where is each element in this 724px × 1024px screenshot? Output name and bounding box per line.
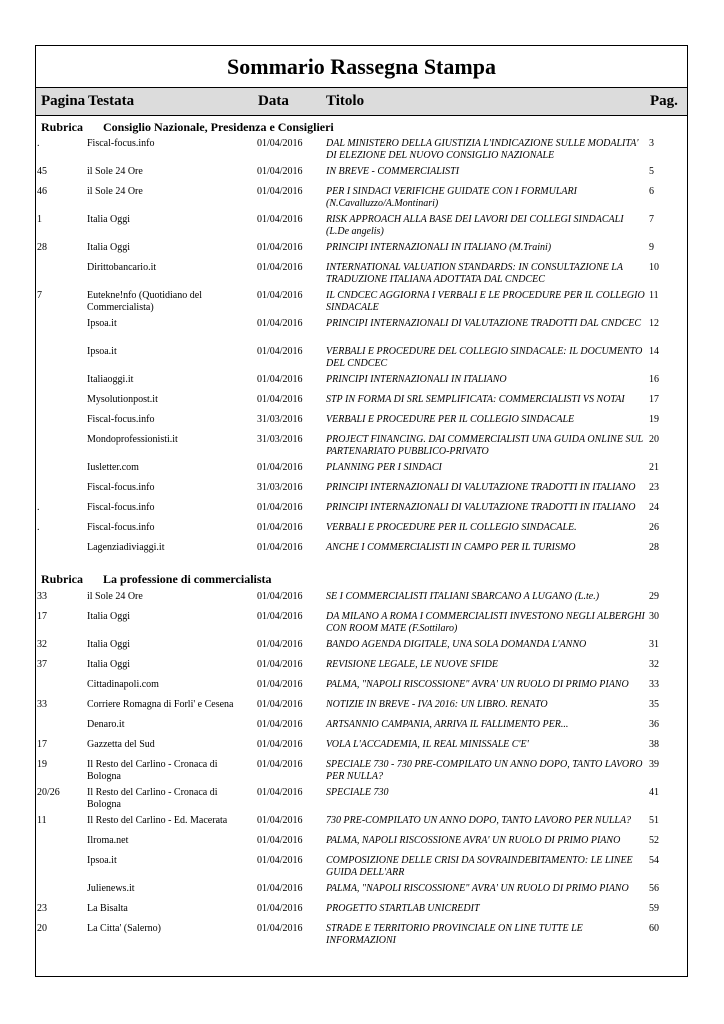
- cell-pag: 14: [649, 346, 659, 357]
- header-pagina: Pagina: [41, 93, 86, 109]
- cell-testata: Lagenziadiviaggi.it: [87, 542, 165, 553]
- cell-titolo: DA MILANO A ROMA I COMMERCIALISTI INVESTONO NEGLI ALBERGHI CON ROOM MATE (F.Sottilaro): [326, 611, 645, 634]
- cell-titolo: PALMA, "NAPOLI RISCOSSIONE" AVRA' UN RUOLO DI PRIMO PIANO: [326, 883, 629, 894]
- cell-data: 31/03/2016: [257, 414, 303, 425]
- cell-pag: 52: [649, 835, 659, 846]
- cell-data: 01/04/2016: [257, 659, 303, 670]
- cell-pag: 10: [649, 262, 659, 273]
- cell-testata: Italia Oggi: [87, 214, 131, 225]
- table-header: [36, 88, 687, 116]
- cell-pag: 19: [649, 414, 659, 425]
- cell-titolo: ANCHE I COMMERCIALISTI IN CAMPO PER IL TURISMO: [326, 542, 576, 553]
- cell-titolo: SE I COMMERCIALISTI ITALIANI SBARCANO A LUGANO (L.te.): [326, 591, 600, 602]
- cell-titolo: VERBALI E PROCEDURE DEL COLLEGIO SINDACALE: IL DOCUMENTO DEL CNDCEC: [326, 346, 643, 369]
- cell-pag: 5: [649, 166, 654, 177]
- cell-data: 01/04/2016: [257, 719, 303, 730]
- rubrica-label: Rubrica: [41, 120, 83, 134]
- cell-titolo: ARTSANNIO CAMPANIA, ARRIVA IL FALLIMENTO PER...: [326, 719, 569, 730]
- cell-titolo: VERBALI E PROCEDURE PER IL COLLEGIO SINDACALE: [326, 414, 575, 425]
- cell-pagina: .: [37, 522, 40, 533]
- cell-titolo: STP IN FORMA DI SRL SEMPLIFICATA: COMMERCIALISTI VS NOTAI: [326, 394, 625, 405]
- cell-titolo: RISK APPROACH ALLA BASE DEI LAVORI DEI COLLEGI SINDACALI (L.De angelis): [326, 214, 624, 237]
- cell-pagina: 37: [37, 659, 47, 670]
- cell-titolo: COMPOSIZIONE DELLE CRISI DA SOVRAINDEBITAMENTO: LE LINEE GUIDA DELL'ARR: [326, 855, 633, 878]
- cell-data: 01/04/2016: [257, 346, 303, 357]
- cell-data: 01/04/2016: [257, 787, 303, 798]
- cell-testata: Fiscal-focus.info: [87, 482, 155, 493]
- cell-testata: Eutekne!nfo (Quotidiano del Commercialista): [87, 290, 202, 313]
- cell-titolo: STRADE E TERRITORIO PROVINCIALE ON LINE TUTTE LE INFORMAZIONI: [326, 923, 583, 946]
- cell-pag: 26: [649, 522, 659, 533]
- cell-data: 01/04/2016: [257, 699, 303, 710]
- cell-pagina: 7: [37, 290, 42, 301]
- cell-testata: Fiscal-focus.info: [87, 138, 155, 149]
- cell-data: 01/04/2016: [257, 759, 303, 770]
- header-testata: Testata: [88, 93, 135, 109]
- cell-titolo: SPECIALE 730 - 730 PRE-COMPILATO UN ANNO DOPO, TANTO LAVORO PER NULLA?: [326, 759, 643, 782]
- cell-titolo: VERBALI E PROCEDURE PER IL COLLEGIO SINDACALE.: [326, 522, 577, 533]
- cell-testata: Iusletter.com: [87, 462, 139, 473]
- cell-pagina: 23: [37, 903, 47, 914]
- cell-data: 01/04/2016: [257, 186, 303, 197]
- cell-pag: 33: [649, 679, 659, 690]
- cell-testata: Fiscal-focus.info: [87, 502, 155, 513]
- cell-titolo: PROGETTO STARTLAB UNICREDIT: [326, 903, 480, 914]
- cell-testata: il Sole 24 Ore: [87, 591, 143, 602]
- cell-pagina: 20: [37, 923, 47, 934]
- cell-data: 01/04/2016: [257, 522, 303, 533]
- cell-testata: La Citta' (Salerno): [87, 923, 161, 934]
- cell-pag: 28: [649, 542, 659, 553]
- cell-pagina: .: [37, 502, 40, 513]
- cell-testata: Italia Oggi: [87, 659, 131, 670]
- cell-data: 01/04/2016: [257, 290, 303, 301]
- cell-titolo: NOTIZIE IN BREVE - IVA 2016: UN LIBRO. RENATO: [326, 699, 548, 710]
- cell-data: 01/04/2016: [257, 591, 303, 602]
- cell-titolo: PALMA, NAPOLI RISCOSSIONE AVRA' UN RUOLO DI PRIMO PIANO: [326, 835, 621, 846]
- cell-data: 01/04/2016: [257, 903, 303, 914]
- cell-titolo: VOLA L'ACCADEMIA, IL REAL MINISSALE C'E': [326, 739, 529, 750]
- cell-pag: 51: [649, 815, 659, 826]
- cell-testata: Fiscal-focus.info: [87, 522, 155, 533]
- cell-pag: 35: [649, 699, 659, 710]
- cell-pag: 12: [649, 318, 659, 329]
- cell-titolo: PRINCIPI INTERNAZIONALI IN ITALIANO: [326, 374, 507, 385]
- rubrica-name: Consiglio Nazionale, Presidenza e Consiglieri: [103, 120, 334, 134]
- cell-titolo: PLANNING PER I SINDACI: [326, 462, 442, 473]
- cell-titolo: INTERNATIONAL VALUATION STANDARDS: IN CONSULTAZIONE LA TRADUZIONE ITALIANA ADOTTATA DAL CNDCEC: [326, 262, 623, 285]
- cell-testata: Gazzetta del Sud: [87, 739, 155, 750]
- cell-pagina: 11: [37, 815, 47, 826]
- cell-pagina: 45: [37, 166, 47, 177]
- cell-pagina: 33: [37, 699, 47, 710]
- cell-pagina: 32: [37, 639, 47, 650]
- cell-pagina: 19: [37, 759, 47, 770]
- cell-testata: Il Resto del Carlino - Cronaca di Bologna: [87, 759, 218, 782]
- cell-titolo: PRINCIPI INTERNAZIONALI DI VALUTAZIONE TRADOTTI IN ITALIANO: [326, 502, 636, 513]
- cell-testata: Ipsoa.it: [87, 855, 117, 866]
- cell-testata: il Sole 24 Ore: [87, 186, 143, 197]
- cell-pagina: 1: [37, 214, 42, 225]
- rubrica-name: La professione di commercialista: [103, 572, 272, 586]
- cell-pag: 3: [649, 138, 654, 149]
- cell-pag: 30: [649, 611, 659, 622]
- cell-data: 01/04/2016: [257, 318, 303, 329]
- cell-titolo: REVISIONE LEGALE, LE NUOVE SFIDE: [326, 659, 498, 670]
- cell-titolo: IL CNDCEC AGGIORNA I VERBALI E LE PROCEDURE PER IL COLLEGIO SINDACALE: [326, 290, 645, 313]
- cell-testata: Ilroma.net: [87, 835, 129, 846]
- header-titolo: Titolo: [326, 93, 365, 109]
- cell-data: 01/04/2016: [257, 166, 303, 177]
- cell-data: 01/04/2016: [257, 394, 303, 405]
- cell-testata: Italiaoggi.it: [87, 374, 134, 385]
- cell-testata: Italia Oggi: [87, 639, 131, 650]
- cell-titolo: PER I SINDACI VERIFICHE GUIDATE CON I FORMULARI (N.Cavalluzzo/A.Montinari): [326, 186, 577, 209]
- cell-testata: il Sole 24 Ore: [87, 166, 143, 177]
- cell-pag: 54: [649, 855, 659, 866]
- cell-pag: 60: [649, 923, 659, 934]
- cell-data: 01/04/2016: [257, 923, 303, 934]
- cell-pag: 16: [649, 374, 659, 385]
- cell-pag: 7: [649, 214, 654, 225]
- cell-pagina: 46: [37, 186, 47, 197]
- cell-pag: 31: [649, 639, 659, 650]
- cell-pag: 20: [649, 434, 659, 445]
- cell-titolo: PROJECT FINANCING. DAI COMMERCIALISTI UNA GUIDA ONLINE SUL PARTENARIATO PUBBLICO-PRIVATO: [326, 434, 644, 457]
- cell-pag: 56: [649, 883, 659, 894]
- cell-data: 01/04/2016: [257, 639, 303, 650]
- cell-titolo: PALMA, "NAPOLI RISCOSSIONE" AVRA' UN RUOLO DI PRIMO PIANO: [326, 679, 629, 690]
- cell-pag: 17: [649, 394, 659, 405]
- cell-testata: Mondoprofessionisti.it: [87, 434, 178, 445]
- header-pag: Pag.: [650, 93, 678, 109]
- cell-pagina: 17: [37, 739, 47, 750]
- cell-pag: 36: [649, 719, 659, 730]
- cell-pag: 29: [649, 591, 659, 602]
- header-data: Data: [258, 93, 289, 109]
- cell-pag: 21: [649, 462, 659, 473]
- cell-titolo: 730 PRE-COMPILATO UN ANNO DOPO, TANTO LAVORO PER NULLA?: [326, 815, 632, 826]
- cell-data: 01/04/2016: [257, 502, 303, 513]
- cell-pag: 11: [649, 290, 659, 301]
- cell-testata: Il Resto del Carlino - Cronaca di Bologna: [87, 787, 218, 810]
- cell-data: 31/03/2016: [257, 434, 303, 445]
- cell-data: 01/04/2016: [257, 883, 303, 894]
- cell-testata: Italia Oggi: [87, 611, 131, 622]
- cell-testata: Denaro.it: [87, 719, 125, 730]
- cell-pagina: 28: [37, 242, 47, 253]
- page-title: Sommario Rassegna Stampa: [36, 46, 687, 88]
- cell-titolo: PRINCIPI INTERNAZIONALI DI VALUTAZIONE TRADOTTI IN ITALIANO: [326, 482, 636, 493]
- cell-titolo: IN BREVE - COMMERCIALISTI: [326, 166, 460, 177]
- cell-data: 01/04/2016: [257, 262, 303, 273]
- cell-titolo: BANDO AGENDA DIGITALE, UNA SOLA DOMANDA L'ANNO: [326, 639, 587, 650]
- cell-data: 01/04/2016: [257, 815, 303, 826]
- cell-data: 01/04/2016: [257, 855, 303, 866]
- cell-pag: 41: [649, 787, 659, 798]
- cell-titolo: PRINCIPI INTERNAZIONALI IN ITALIANO (M.Traini): [326, 242, 552, 253]
- cell-pag: 9: [649, 242, 654, 253]
- cell-data: 01/04/2016: [257, 214, 303, 225]
- cell-pag: 59: [649, 903, 659, 914]
- cell-testata: Fiscal-focus.info: [87, 414, 155, 425]
- cell-data: 31/03/2016: [257, 482, 303, 493]
- cell-data: 01/04/2016: [257, 462, 303, 473]
- cell-titolo: PRINCIPI INTERNAZIONALI DI VALUTAZIONE TRADOTTI DAL CNDCEC: [326, 318, 642, 329]
- cell-data: 01/04/2016: [257, 138, 303, 149]
- cell-pagina: 33: [37, 591, 47, 602]
- cell-testata: Cittadinapoli.com: [87, 679, 159, 690]
- cell-testata: Ipsoa.it: [87, 346, 117, 357]
- cell-pag: 24: [649, 502, 659, 513]
- cell-testata: Julienews.it: [87, 883, 135, 894]
- cell-pag: 6: [649, 186, 654, 197]
- cell-pagina: 20/26: [37, 787, 60, 798]
- cell-testata: Dirittobancario.it: [87, 262, 157, 273]
- summary-frame: [35, 45, 688, 977]
- cell-pag: 38: [649, 739, 659, 750]
- cell-data: 01/04/2016: [257, 374, 303, 385]
- cell-titolo: DAL MINISTERO DELLA GIUSTIZIA L'INDICAZIONE SULLE MODALITA' DI ELEZIONE DEL NUOVO CONSIGLIO NAZIONALE: [326, 138, 639, 161]
- rubrica-label: Rubrica: [41, 572, 83, 586]
- cell-data: 01/04/2016: [257, 242, 303, 253]
- cell-testata: Italia Oggi: [87, 242, 131, 253]
- cell-testata: Ipsoa.it: [87, 318, 117, 329]
- cell-data: 01/04/2016: [257, 679, 303, 690]
- cell-testata: Mysolutionpost.it: [87, 394, 158, 405]
- cell-testata: La Bisalta: [87, 903, 128, 914]
- cell-titolo: SPECIALE 730: [326, 787, 389, 798]
- cell-pag: 32: [649, 659, 659, 670]
- cell-data: 01/04/2016: [257, 835, 303, 846]
- cell-data: 01/04/2016: [257, 611, 303, 622]
- cell-data: 01/04/2016: [257, 542, 303, 553]
- cell-data: 01/04/2016: [257, 739, 303, 750]
- cell-pagina: .: [37, 138, 40, 149]
- cell-pag: 23: [649, 482, 659, 493]
- cell-testata: Corriere Romagna di Forli' e Cesena: [87, 699, 234, 710]
- cell-testata: Il Resto del Carlino - Ed. Macerata: [87, 815, 228, 826]
- cell-pagina: 17: [37, 611, 47, 622]
- cell-pag: 39: [649, 759, 659, 770]
